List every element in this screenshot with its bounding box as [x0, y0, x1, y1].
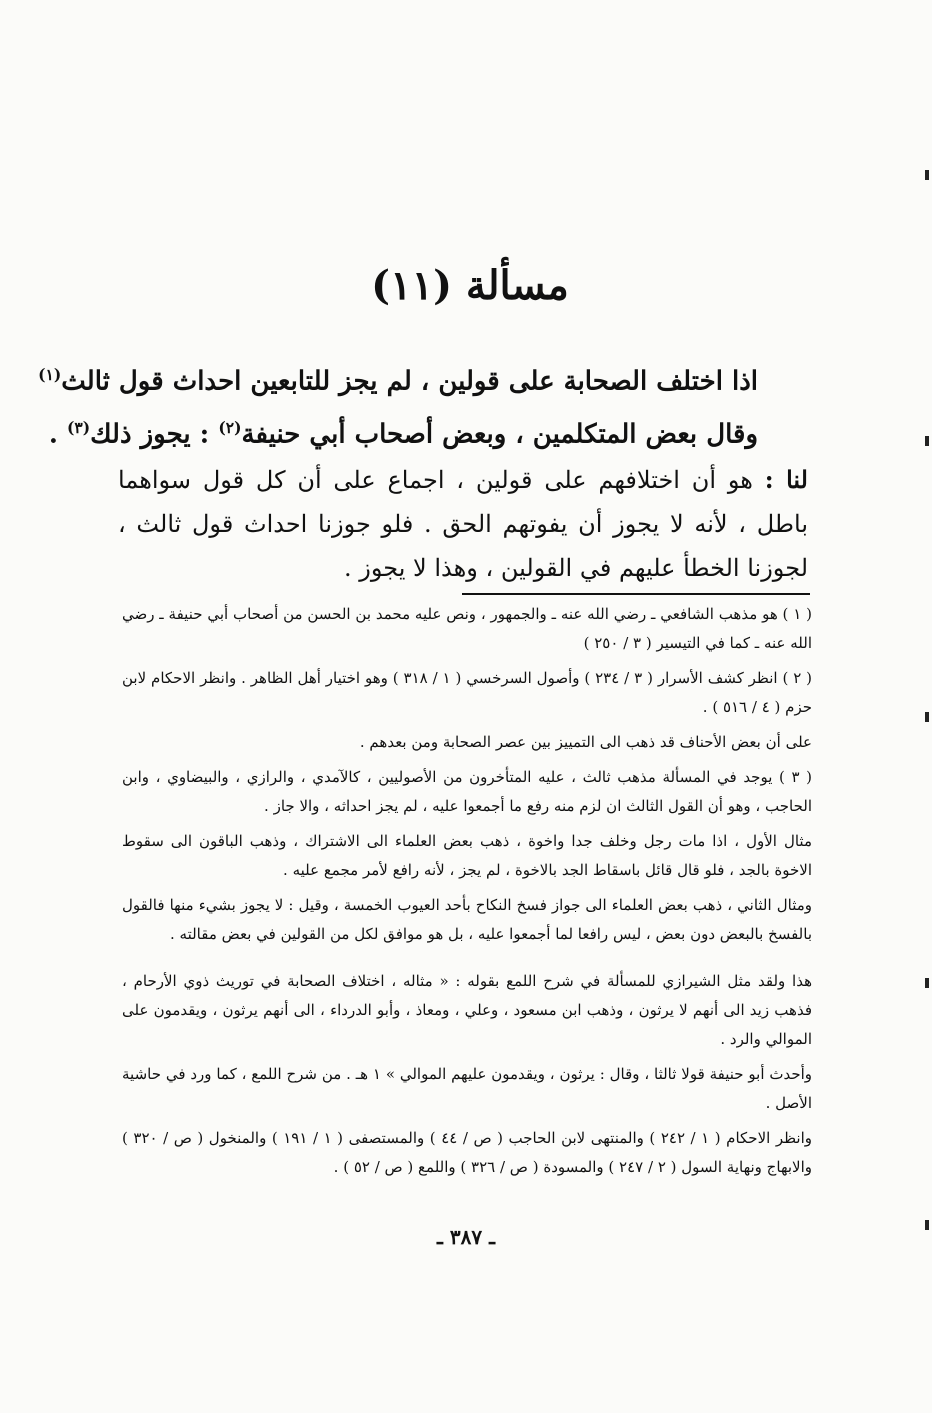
footnotes	[122, 600, 812, 1188]
scan-mark	[925, 712, 929, 722]
footnote-2-note: على أن بعض الأحناف قد ذهب الى التمييز بين عصر الصحابة ومن بعدهم .	[359, 733, 812, 751]
rule-statement	[38, 352, 758, 457]
footnote-ref-3[interactable]: (٣)	[66, 417, 91, 437]
footnote-ref-1[interactable]: (١)	[38, 365, 62, 384]
rule-line-2	[48, 405, 758, 458]
scan-mark	[925, 1220, 929, 1230]
argument-text: هو أن اختلافهم على قولين ، اجماع على أن كل قول سواهما باطل ، لأنه لا يجوز أن يفوتهم الحق . فلو جوزنا احداث قول ثالث ، لجوزنا الخطأ عليهم في القولين ، وهذا لا يجوز .	[118, 466, 808, 582]
rule-line-1	[38, 352, 758, 405]
argument-paragraph	[118, 458, 808, 590]
page-number: ـ ٣٨٧ ـ	[437, 1225, 495, 1249]
issue-heading: مسألة (١١)	[371, 262, 569, 309]
footnote-3-shirazi: هذا ولقد مثل الشيرازي للمسألة في شرح اللمع بقوله : « مثاله ، اختلاف الصحابة في توريث ذوي الأرحام ، فذهب زيد الى أنهم لا يرثون ، وذهب ابن مسعود ، وعلي ، ومعاذ ، وأبو الدرداء ، الى أنهم يرثون ، ويقدمون على الموالي والرد .	[122, 972, 812, 1048]
scan-mark	[925, 170, 929, 180]
footnote-divider	[462, 593, 810, 595]
footnote-3-example-1: مثال الأول ، اذا مات رجل وخلف جدا واخوة ، ذهب بعض العلماء الى الاشتراك ، وذهب الباقون الى سقوط الاخوة بالجد ، فلو قال قائل باسقاط الجد بالاخوة ، لم يجز ، لأنه رافع لأمر مجمع عليه .	[122, 832, 812, 879]
rule-line-1-text: اذا اختلف الصحابة على قولين ، لم يجز للتابعين احداث قول ثالث	[61, 366, 758, 397]
footnote-1: ( ١ ) هو مذهب الشافعي ـ رضي الله عنه ـ والجمهور ، ونص عليه محمد بن الحسن من أصحاب أبي حنيفة ـ رضي الله عنه ـ كما في التيسير ( ٣ / ٢٥٠ )	[122, 605, 812, 652]
argument-lead: لنا :	[764, 465, 808, 494]
footnote-ref-2[interactable]: (٢)	[218, 417, 242, 437]
rule-line-2-end: .	[48, 419, 58, 450]
footnote-3-references: وانظر الاحكام ( ١ / ٢٤٢ ) والمنتهى لابن الحاجب ( ص / ٤٤ ) والمستصفى ( ١ / ١٩١ ) والمنخول ( ص / ٣٢٠ ) والابهاج ونهاية السول ( ٢ / ٢٤٧ ) والمسودة ( ص / ٣٢٦ ) واللمع ( ص / ٥٢ ) .	[122, 1129, 813, 1176]
rule-line-2-conclusion: : يجوز ذلك	[90, 419, 210, 450]
footnote-2: ( ٢ ) انظر كشف الأسرار ( ٣ / ٢٣٤ ) وأصول السرخسي ( ١ / ٣١٨ ) وهو اختيار أهل الظاهر . وانظر الاحكام لابن حزم ( ٤ / ٥١٦ ) .	[122, 669, 813, 716]
rule-line-2-text: وقال بعض المتكلمين ، وبعض أصحاب أبي حنيفة	[241, 419, 758, 450]
scan-mark	[925, 436, 929, 446]
footnote-3-example-2: ومثال الثاني ، ذهب بعض العلماء الى جواز فسخ النكاح بأحد العيوب الخمسة ، وقيل : لا يجوز بشيء منها فالقول بالفسخ بالبعض دون بعض ، ليس رافعا لما أجمعوا عليه ، بل هو موافق لكل من القولين في بعض مقالته .	[122, 896, 812, 943]
footnote-3: ( ٣ ) يوجد في المسألة مذهب ثالث ، عليه المتأخرون من الأصوليين ، كالآمدي ، والرازي ، والبيضاوي ، وابن الحاجب ، وهو أن القول الثالث ان لزم منه رفع ما أجمعوا عليه ، لم يجز احداثه ، والا جاز .	[122, 768, 812, 815]
scan-mark	[925, 978, 929, 988]
footnote-3-abu-hanifa: وأحدث أبو حنيفة قولا ثالثا ، وقال : يرثون ، ويقدمون عليهم الموالي » ١ هـ . من شرح اللمع ، كما ورد في حاشية الأصل .	[122, 1065, 813, 1112]
